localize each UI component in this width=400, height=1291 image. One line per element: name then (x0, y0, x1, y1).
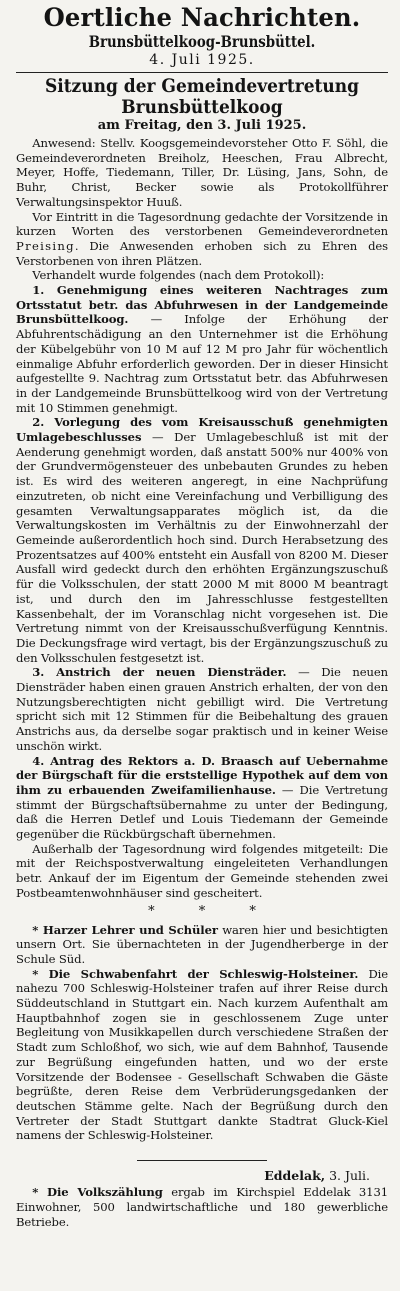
dateline-date: 3. Juli. (325, 1168, 370, 1184)
location-heading: Brunsbüttelkoog-Brunsbüttel. (88, 32, 316, 51)
session-date: am Freitag, den 3. Juli 1925. (97, 118, 307, 133)
agenda-item-3-text: — Die neuen Diensträder haben einen grauen Anstrich erhalten, der von den Nutzungsberechtigten nicht gebilligt wird. Die Vertretung spricht sich mit 12 Stimmen für die Beibehaltung des grauen Anstrichs aus, da derselbe sogar praktisch und in keiner Weise unschön wirkt. (16, 665, 388, 753)
agenda-item-3-title: 3. Anstrich der neuen Diensträder. (32, 665, 287, 680)
attendance-label: Anwesend: (32, 136, 96, 150)
session-title-line1: Sitzung der Gemeindevertretung (44, 76, 360, 97)
agenda-item-3 (16, 665, 388, 753)
dateline-eddelak (16, 1167, 388, 1185)
news-schwabenfahrt (16, 967, 388, 1143)
memorial-name: Preising (16, 238, 75, 253)
memorial-text-b: . Die Anwesenden erhoben sich zu Ehren des Verstorbenen von ihren Plätzen. (16, 238, 388, 268)
news-schwabenfahrt-text: Die nahezu 700 Schleswig-Holsteiner trafen auf ihrer Reise durch Süddeutschland in Stuttgart ein. Nach kurzem Aufenthalt am Hauptbahnhof zogen sie in geschlossenem Zuge unter Begleitung von Musikkapellen durch verschiedene Straßen der Stadt zum Schloßhof, wo sich, wie auf dem Bahnhof, Tausende zur Begrüßung eingefunden hatten, und wo der erste Vorsitzende der Bodensee - Gesellschaft Schwaben die Gäste begrüßte, deren Reise dem Verbrüderungsgedanken der deutschen Stämme gelte. Nach der Begrüßung durch den Vertreter der Stadt Stuttgart dankte Stadtrat Gluck-Kiel namens der Schleswig-Holsteiner. (16, 966, 389, 1143)
agenda-item-4 (16, 754, 388, 842)
agenda-item-2-title: 2. Vorlegung des vom Kreisausschuß genehmigten Umlagebeschlusses (16, 415, 388, 445)
section-heading: Oertliche Nachrichten. (43, 3, 361, 32)
news-volkszaehlung (16, 1185, 388, 1229)
news-harz-title: * Harzer Lehrer und Schüler (32, 922, 218, 937)
news-volkszaehlung-title: * Die Volkszählung (32, 1185, 163, 1200)
agenda-item-2-text: — Der Umlagebeschluß ist mit der Aenderung genehmigt worden, daß anstatt 500% nur 400% von der Grundvermögensteuer des unbebauten Grundes zu heben ist. Es wird des weiteren angeregt, in eine Nachprüfung einzutreten, ob nicht eine Vereinfachung und Verbilligung des gesamten Verwaltungsapparates möglich ist, da die Verwaltungskosten im Verhältnis zu der Einwohnerzahl der Gemeinde außerordentlich hoch sind. Durch Herabsetzung des Prozentsatzes auf 400% entsteht ein Ausfall von 8200 M. Dieser Ausfall wird gedeckt durch den erhöhten Ergänzungszuschuß für die Volksschulen, der statt 2000 M mit 8000 M beantragt ist, und durch den im Jahresschlusse festgestellten Kassenbehalt, der im Voranschlag nicht vorgesehen ist. Die Vertretung nimmt von der Kreisausschußverfügung Kenntnis. Die Deckungsfrage wird vertagt, bis der Ergänzungszuschuß zu den Volksschulen festgesetzt ist. (16, 430, 388, 665)
memorial-paragraph (16, 210, 388, 269)
session-title-line2: Brunsbüttelkoog (121, 97, 283, 118)
agenda-item-4-title: 4. Antrag des Rektors a. D. Braasch auf Uebernahme der Bürgschaft für die erststellige Hypothek auf dem von ihm zu erbauenden Zweifamilienhause. (16, 753, 388, 797)
heading-rule (16, 72, 388, 73)
agenda-item-4-text: — Die Vertretung stimmt der Bürgschaftsübernahme zu unter der Bedingung, daß die Herren Detlef und Louis Tiedemann der Gemeinde gegenüber die Rückbürgschaft übernehmen. (16, 782, 388, 842)
agenda-intro: Verhandelt wurde folgendes (nach dem Protokoll): (32, 268, 325, 283)
dateline-place: Eddelak, (264, 1168, 326, 1184)
memorial-text-a: Vor Eintritt in die Tagesordnung gedachte der Vorsitzende in kurzen Worten des verstorbenen Gemeindeverordneten (16, 209, 388, 239)
star-divider: * * * (148, 903, 276, 919)
agenda-item-1 (16, 283, 388, 415)
agenda-item-1-text: — Infolge der Erhöhung der Abfuhrentschädigung an den Unternehmer ist die Erhöhung der Kübelgebühr von 10 M auf 12 M pro Jahr für wöchentlich einmalige Abfuhr erforderlich geworden. Der in dieser Hinsicht aufgestellte 9. Nachtrag zum Ortsstatut betr. das Abfuhrwesen in der Landgemeinde Brunsbüttelkoog wird von der Vertretung mit 10 Stimmen genehmigt. (16, 312, 388, 415)
outside-agenda-paragraph: Außerhalb der Tagesordnung wird folgendes mitgeteilt: Die mit der Reichspostverwaltung eingeleiteten Verhandlungen betr. Ankauf der im Eigentum der Gemeinde stehenden zwei Postbeamtenwohnhäuser sind gescheitert. (16, 841, 388, 900)
issue-date: 4. Juli 1925. (149, 52, 255, 68)
news-harz-text: waren hier und besichtigten unsern Ort. Sie übernachteten in der Jugendherberge in der Schule Süd. (16, 922, 388, 966)
attendance-text: Stellv. Koogsgemeindevorsteher Otto F. Söhl, die Gemeindeverordneten Breiholz, Heeschen, Frau Albrecht, Meyer, Hoffe, Tiedemann, Tiller, Dr. Lüsing, Jans, Sohn, de Buhr, Christ, Becker sowie als Protokollführer Verwaltungsinspektor Huuß. (16, 136, 388, 209)
news-harz (16, 923, 388, 967)
news-schwabenfahrt-title: * Die Schwabenfahrt der Schleswig-Holsteiner. (32, 966, 359, 981)
agenda-item-2 (16, 415, 388, 665)
agenda-item-1-title: 1. Genehmigung eines weiteren Nachtrages zum Ortsstatut betr. das Abfuhrwesen in der Landgemeinde Brunsbüttelkoog. (16, 283, 388, 327)
attendance-paragraph (16, 136, 388, 210)
section-separator (16, 1151, 388, 1161)
news-volkszaehlung-text: ergab im Kirchspiel Eddelak 3131 Einwohner, 500 landwirtschaftliche und 180 gewerbliche Betriebe. (16, 1185, 388, 1229)
